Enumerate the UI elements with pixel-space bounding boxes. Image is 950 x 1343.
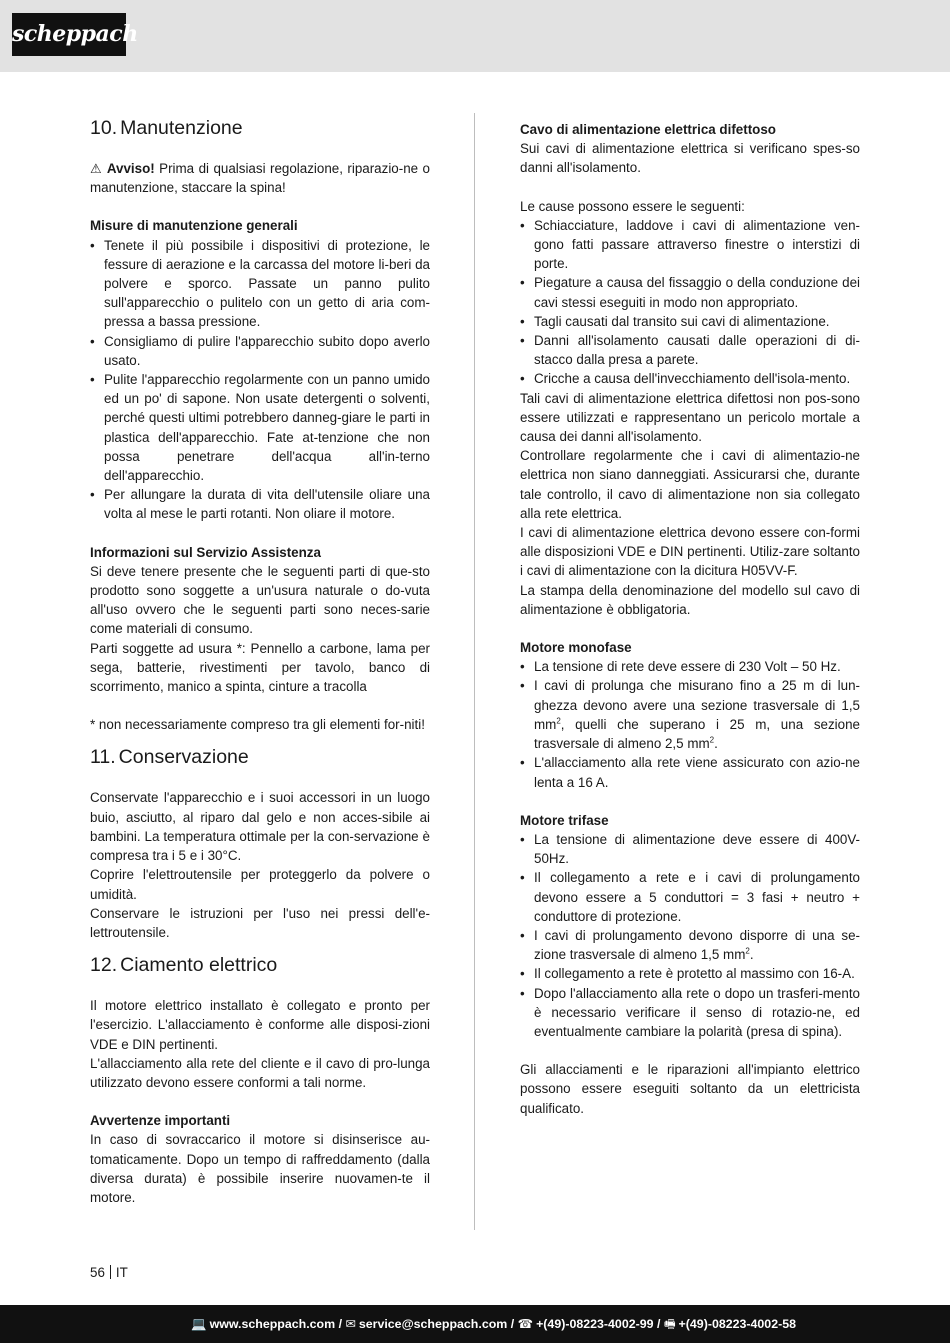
list-item: • Schiacciature, laddove i cavi di alimentazione ven-gono fatti passare attraverso finestre o interstizi di porte. [520, 216, 860, 274]
section-12-heading: 12. Ciamento elettrico [90, 954, 278, 977]
phone-number: +(49)-08223-4002-99 [536, 1317, 654, 1331]
header-bar [0, 0, 950, 72]
email-icon: ✉ [345, 1317, 356, 1331]
cavo-paragraph: Controllare regolarmente che i cavi di alimentazio-ne elettrica non siano danneggiati. Assicurarsi che, durante tale controllo, il cavo di alimentazione non sia collegato alla rete elettrica. [520, 448, 860, 521]
list-item: • Il collegamento a rete è protetto al massimo con 16-A. [520, 964, 860, 983]
list-item: • Dopo l'allacciamento alla rete o dopo un trasferi-mento è necessario verificare il senso di rotazio-ne, ed eventualmente cambiare la polarità (presa di spina). [520, 984, 860, 1042]
list-item: • La tensione di rete deve essere di 230 Volt – 50 Hz. [520, 657, 860, 676]
list-item: • La tensione di alimentazione deve essere di 400V-50Hz. [520, 830, 860, 868]
page-number: 56 IT [90, 1265, 128, 1280]
info-paragraph: Si deve tenere presente che le seguenti parti di que-sto prodotto sono soggette a un'usura naturale o do-vuta all'uso ovvero che le seguenti parti sono neces-sarie come materiali di consumo. [90, 563, 430, 637]
info-footnote: * non necessariamente compreso tra gli elementi for-niti! [90, 717, 425, 733]
misure-list [90, 236, 430, 524]
info-paragraph: Parti soggette ad usura *: Pennello a carbone, lama per sega, batterie, rivestimenti per tavolo, banco di scorrimento, manico a spinta, cinture a tracolla [90, 640, 430, 695]
warning-paragraph: ⚠ Avviso! Prima di qualsiasi regolazione, riparazio-ne o manutenzione, staccare la spina! [90, 161, 430, 196]
right-column [520, 120, 860, 1118]
list-item: • Danni all'isolamento causati dalle operazioni di di-stacco dalla presa a parete. [520, 331, 860, 369]
final-paragraph: Gli allacciamenti e le riparazioni all'impianto elettrico possono essere eseguiti soltanto da un elettricista qualificato. [520, 1062, 860, 1116]
cavo-paragraph: Tali cavi di alimentazione elettrica difettosi non pos-sono essere utilizzati e rappresentano un pericolo mortale a causa dei danni all'isolamento. [520, 390, 860, 445]
elettrico-paragraph: L'allacciamento alla rete del cliente e il cavo di pro-lunga utilizzato devono essere conformi a tali norme. [90, 1055, 430, 1090]
list-item: • Consigliamo di pulire l'apparecchio subito dopo averlo usato. [90, 332, 430, 370]
elettrico-paragraph: Il motore elettrico installato è collegato e pronto per l'esercizio. L'allacciamento è conforme alle disposi-zioni VDE e DIN pertinenti. [90, 998, 430, 1052]
list-item: • Cricche a causa dell'invecchiamento dell'isola-mento. [520, 369, 860, 388]
list-item: • Per allungare la durata di vita dell'utensile oliare una volta al mese le parti rotanti. Non oliare il motore. [90, 485, 430, 523]
website-link[interactable]: www.scheppach.com [209, 1317, 336, 1331]
phone-icon: ☎ [517, 1317, 534, 1331]
list-item: • Piegature a causa del fissaggio o della conduzione dei cavi stessi eseguiti in modo non appropriato. [520, 273, 860, 311]
avvertenze-heading: Avvertenze importanti [90, 1113, 231, 1129]
fax-number: +(49)-08223-4002-58 [678, 1317, 796, 1331]
cavo-heading: Cavo di alimentazione elettrica difettoso [520, 122, 776, 137]
avvertenze-paragraph: In caso di sovraccarico il motore si disinserisce au-tomaticamente. Dopo un tempo di raffreddamento (dalla diversa durata) è possibile inserire nuovamen-te il motore. [90, 1132, 430, 1205]
conservazione-paragraph: Conservate l'apparecchio e i suoi accessori in un luogo buio, asciutto, al riparo dal gelo e non acces-sibile ai bambini. La temperatura ottimale per la con-servazione è compresa tra i 5 e i 30°C. [90, 790, 430, 864]
cavo-paragraph: I cavi di alimentazione elettrica devono essere con-formi alle disposizioni VDE e DIN pertinenti. Utiliz-zare soltanto i cavi di alimentazione con la dicitura H05VV-F. [520, 525, 860, 579]
email-link[interactable]: service@scheppach.com [358, 1317, 508, 1331]
cause-intro: Le cause possono essere le seguenti: [520, 198, 745, 214]
monofase-heading: Motore monofase [520, 640, 632, 656]
page-separator [110, 1265, 111, 1279]
cause-list [520, 216, 860, 389]
trifase-heading: Motore trifase [520, 812, 609, 828]
info-heading: Informazioni sul Servizio Assistenza [90, 544, 321, 560]
misure-heading: Misure di manutenzione generali [90, 218, 298, 234]
column-divider [474, 113, 475, 1230]
footer-bar: 💻 www.scheppach.com / ✉ service@scheppach.com / ☎ +(49)-08223-4002-99 / 🖷 +(49)-08223-4002-58 [0, 1305, 950, 1343]
section-11-heading: 11. Conservazione [90, 746, 249, 769]
section-10-heading: 10. Manutenzione [90, 117, 243, 139]
monofase-list [520, 657, 860, 791]
left-column [90, 115, 430, 1207]
conservazione-paragraph: Coprire l'elettroutensile per proteggerlo da polvere o umidità. [90, 867, 430, 902]
trifase-list [520, 830, 860, 1041]
list-item: • Il collegamento a rete e i cavi di prolungamento devono essere a 5 conduttori = 3 fasi + neutro + conduttore di protezione. [520, 868, 860, 926]
cavo-paragraph: La stampa della denominazione del modello sul cavo di alimentazione è obbligatoria. [520, 582, 860, 617]
list-item: • Tagli causati dal transito sui cavi di alimentazione. [520, 312, 860, 331]
scheppach-logo: scheppach [12, 13, 126, 56]
warning-triangle-icon: ⚠ [90, 161, 103, 176]
fax-icon: 🖷 [663, 1317, 676, 1331]
cavo-paragraph: Sui cavi di alimentazione elettrica si verificano spes-so danni all'isolamento. [520, 141, 860, 176]
list-item: • Tenete il più possibile i dispositivi di protezione, le fessure di aerazione e la carcassa del motore li-beri da polvere e sporco. Passate un panno pulito sull'apparecchio o pulitelo con un getto di aria com-pressa a bassa pressione. [90, 236, 430, 332]
conservazione-paragraph: Conservare le istruzioni per l'uso nei pressi dell'e-lettroutensile. [90, 905, 430, 940]
list-item: • L'allacciamento alla rete viene assicurato con azio-ne lenta a 16 A. [520, 753, 860, 791]
list-item: • I cavi di prolungamento devono disporre di una se-zione trasversale di almeno 1,5 $mm^2$. [520, 926, 860, 964]
list-item: • I cavi di prolunga che misurano fino a 25 m di lun-ghezza devono avere una sezione trasversale di 1,5 $mm^2$, quelli che superano i 25 m, una sezione trasversale di almeno 2,5 $mm^2$. [520, 676, 860, 753]
computer-icon: 💻 [191, 1317, 207, 1331]
list-item: • Pulite l'apparecchio regolarmente con un panno umido ed un po' di sapone. Non usate detergenti o solventi, perché questi ultimi potrebbero danneg-giare le parti in plastica dell'apparecchio. Fate at-tenzione che non possa penetrare dell'acqua all'in-terno dell'apparecchio. [90, 370, 430, 485]
